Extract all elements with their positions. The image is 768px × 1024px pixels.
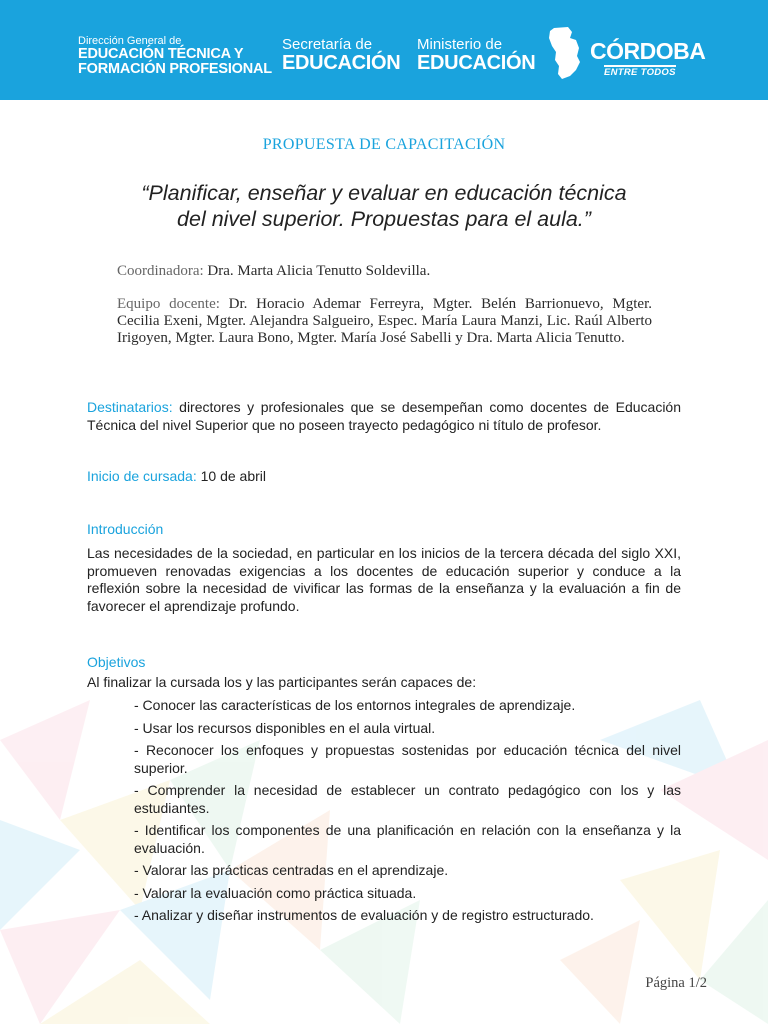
team-value: Dr. Horacio Ademar Ferreyra, Mgter. Belén Barrionuevo, Mgter. Cecilia Exeni, Mgter. Alejandra Salgueiro, Espec. María Laura Manzi, Lic. Raúl Alberto Irigoyen, Mgter. Laura Bono, Mgter. María José Sabelli y Dra. Marta Alicia Tenutto.	[117, 296, 652, 346]
audience-value: directores y profesionales que se desempeñan como docentes de Educación Técnica del nivel Superior que no poseen trayecto pedagógico ni título de profesor.	[87, 399, 681, 433]
proposal-label: PROPUESTA DE CAPACITACIÓN	[262, 136, 506, 153]
secretaria-big-text: EDUCACIÓN	[282, 52, 401, 74]
coordinator-line	[117, 263, 652, 280]
intro-heading: Introducción	[87, 521, 164, 537]
objective-item: - Conocer las características de los entornos integrales de aprendizaje.	[134, 697, 576, 713]
objective-item: - Reconocer los enfoques y propuestas sostenidas por educación técnica del nivel superior.	[134, 742, 681, 776]
cordoba-tagline: ENTRE TODOS	[604, 67, 676, 78]
objective-item: - Valorar la evaluación como práctica situada.	[134, 884, 417, 901]
ministerio-small-text: Ministerio de	[417, 36, 503, 53]
dgetfp-line1: EDUCACIÓN TÉCNICA Y	[78, 46, 244, 62]
coordinator-label: Coordinadora:	[117, 263, 204, 279]
objectives-list	[134, 697, 681, 930]
objective-item: - Usar los recursos disponibles en el aula virtual.	[134, 719, 436, 736]
secretaria-small-text: Secretaría de	[282, 36, 373, 53]
course-title-line2: del nivel superior. Propuestas para el aula.”	[177, 207, 591, 231]
objectives-lead: Al finalizar la cursada los y las participantes serán capaces de:	[87, 674, 477, 690]
course-title	[80, 180, 688, 232]
objective-item: - Valorar las prácticas centradas en el aprendizaje.	[134, 862, 449, 878]
dgetfp-small-text: Dirección General de	[78, 35, 182, 47]
audience-paragraph	[87, 399, 681, 434]
objective-item: - Comprender la necesidad de establecer un contrato pedagógico con los y las estudiantes.	[134, 782, 681, 816]
objective-item: - Identificar los componentes de una planificación en relación con la enseñanza y la evaluación.	[134, 822, 681, 856]
course-title-line1: “Planificar, enseñar y evaluar en educación técnica	[141, 181, 627, 205]
start-date-line	[87, 468, 681, 486]
objective-item: - Analizar y diseñar instrumentos de evaluación y de registro estructurado.	[134, 907, 594, 923]
intro-paragraph: Las necesidades de la sociedad, en particular en los inicios de la tercera década del siglo XXI, promueven renovadas exigencias a los docentes de educación superior y conduce a la reflexión sobre la necesidad de vivificar las formas de la enseñanza y la evaluación a fin de favorecer el aprendizaje profundo.	[87, 545, 681, 614]
start-label: Inicio de cursada:	[87, 468, 197, 484]
ministerio-big-text: EDUCACIÓN	[417, 52, 536, 74]
cordoba-wordmark: CÓRDOBA	[590, 38, 706, 64]
objectives-heading: Objetivos	[87, 654, 146, 670]
audience-label: Destinatarios:	[87, 399, 173, 415]
teaching-team	[117, 296, 652, 347]
dgetfp-line2: FORMACIÓN PROFESIONAL	[78, 60, 272, 77]
start-value: 10 de abril	[200, 468, 267, 484]
page-number: Página 1/2	[645, 975, 707, 991]
team-label: Equipo docente:	[117, 296, 220, 312]
coordinator-value: Dra. Marta Alicia Tenutto Soldevilla.	[207, 263, 431, 279]
